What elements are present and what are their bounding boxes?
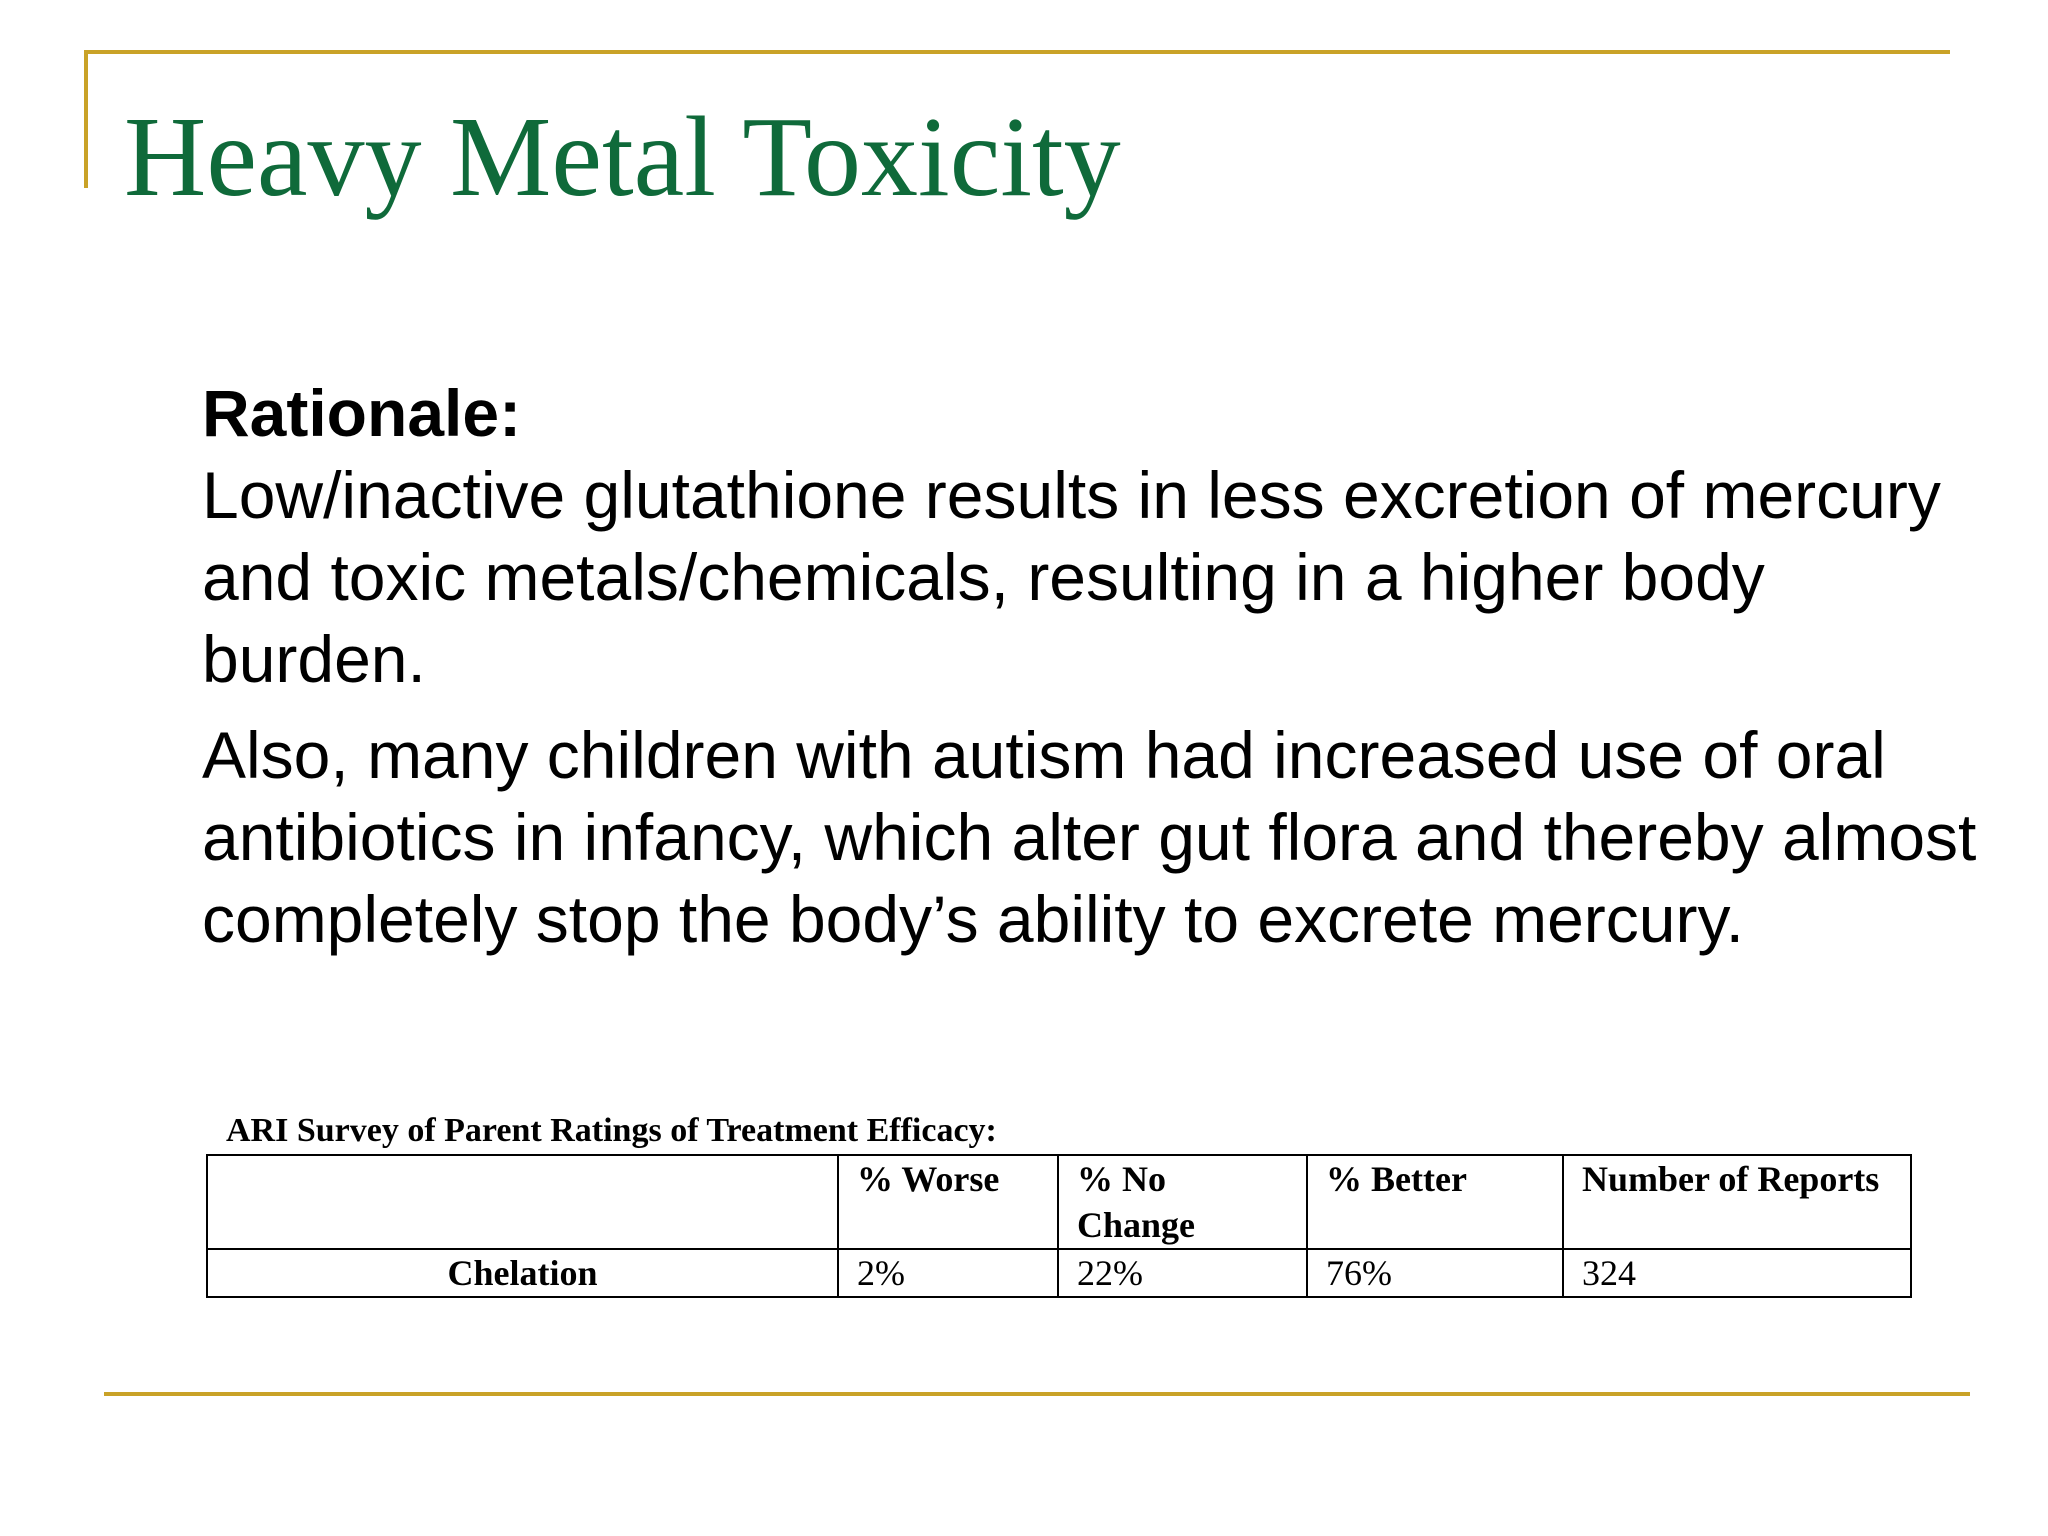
table-row [207,1249,1911,1297]
rationale-paragraph-antibiotics: Also, many children with autism had increased use of oral antibiotics in infancy, which alter gut flora and thereby almost completely stop the body’s ability to excrete mercury. [202,718,1977,956]
slide-title: Heavy Metal Toxicity [124,93,1121,220]
header-cell-better: % Better [1307,1155,1563,1249]
frame-left-line [84,50,88,188]
cell-better: 76% [1307,1249,1563,1297]
header-cell-no-change: % No Change [1058,1155,1307,1249]
frame-top-line [84,50,1950,54]
table-header-row [207,1155,1911,1249]
cell-worse: 2% [838,1249,1058,1297]
cell-number-of-reports: 324 [1563,1249,1911,1297]
row-label-chelation: Chelation [207,1249,838,1297]
efficacy-table [206,1154,1912,1298]
survey-section [206,1108,1910,1298]
rationale-heading: Rationale: [202,376,522,450]
rationale-paragraph-glutathione: Low/inactive glutathione results in less excretion of mercury and toxic metals/chemicals, resulting in a higher body burden. [202,458,1941,696]
header-cell-empty [207,1155,838,1249]
cell-no-change: 22% [1058,1249,1307,1297]
header-cell-number-of-reports: Number of Reports [1563,1155,1911,1249]
frame-bottom-line [104,1392,1970,1396]
header-cell-worse: % Worse [838,1155,1058,1249]
survey-caption: ARI Survey of Parent Ratings of Treatment Efficacy: [226,1112,997,1149]
rationale-section [202,372,2002,960]
